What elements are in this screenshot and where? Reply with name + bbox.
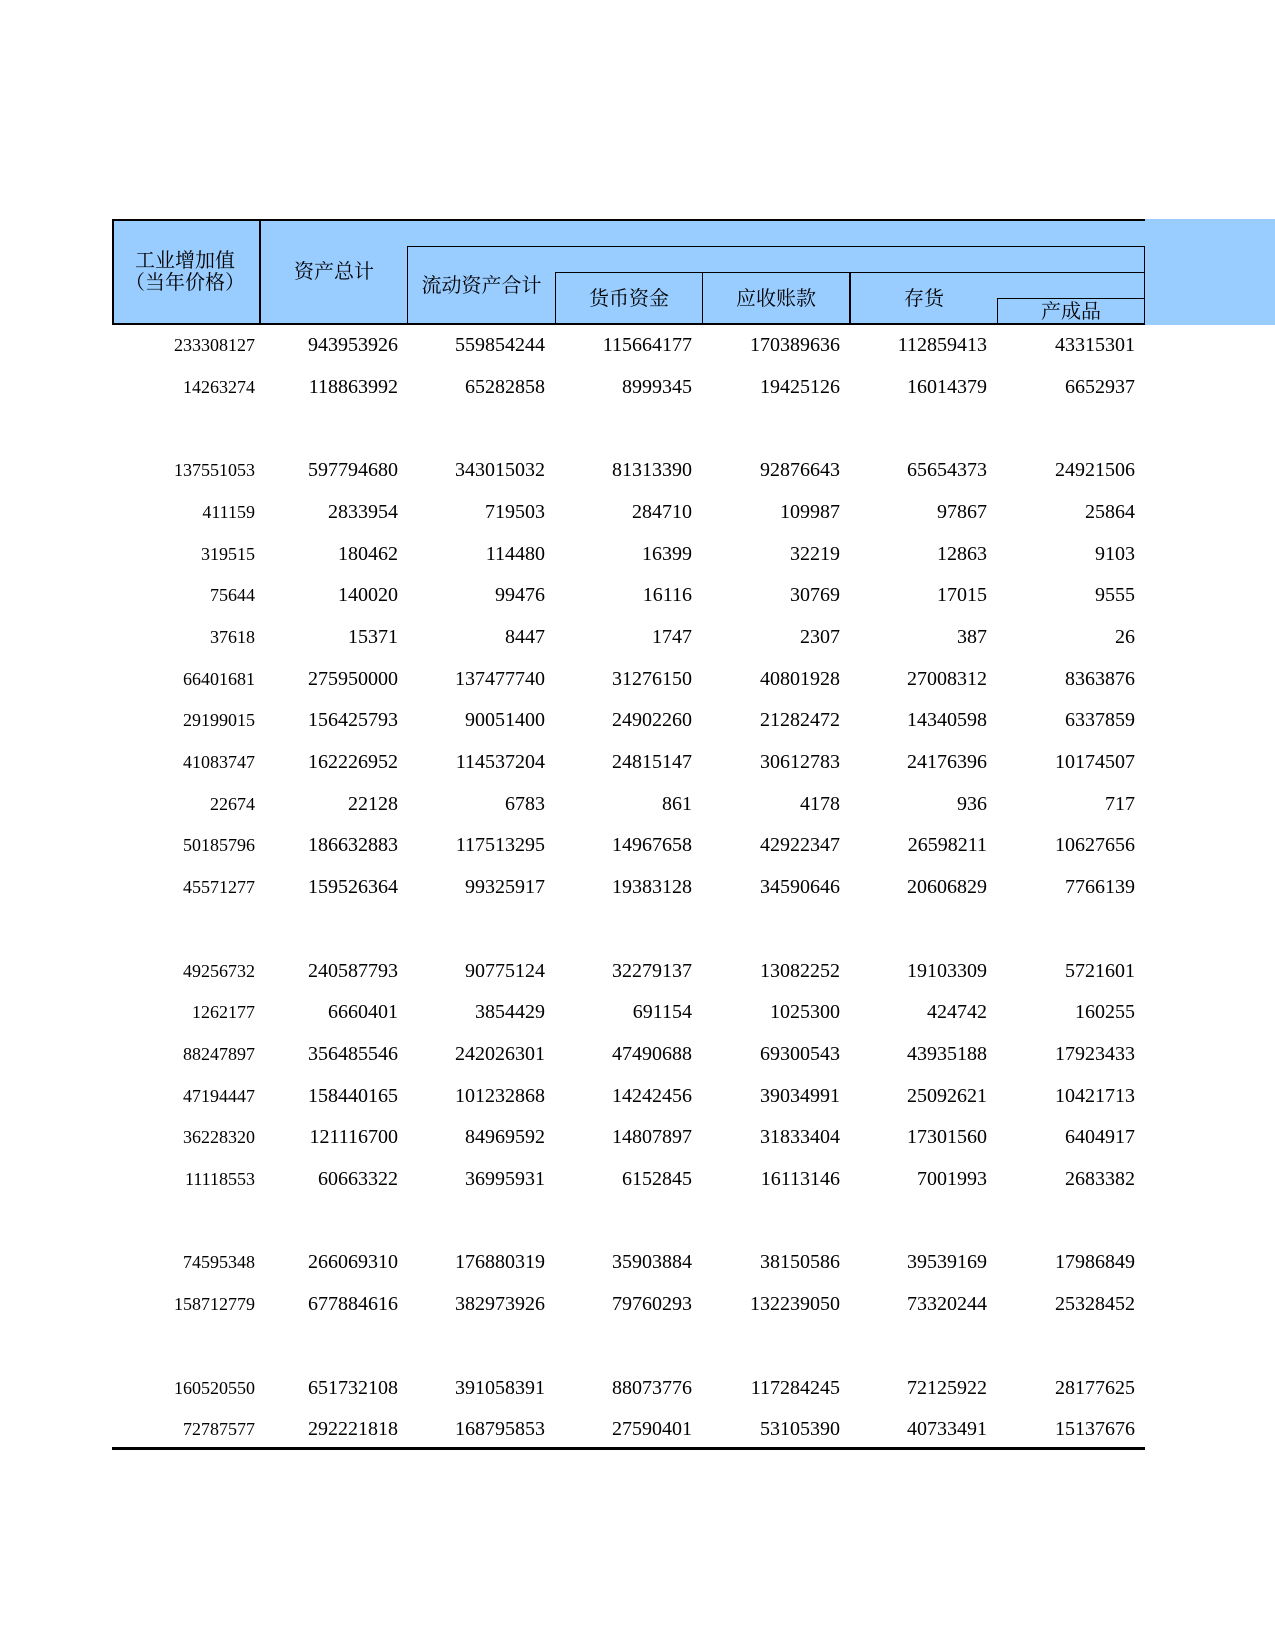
table-cell: 114537204: [455, 751, 545, 773]
table-cell: 49256732: [183, 960, 255, 981]
table-cell: 6652937: [1065, 375, 1135, 398]
table-cell: 6404917: [1065, 1126, 1135, 1149]
table-cell: 14807897: [612, 1126, 692, 1149]
table-row: [0, 1075, 1275, 1117]
header-sub-line-2: [555, 272, 1145, 273]
table-cell: 114480: [485, 542, 545, 565]
table-row: [0, 991, 1275, 1033]
table-cell: 16399: [642, 542, 692, 565]
table-cell: 15371: [348, 625, 398, 648]
table-cell: 132239050: [750, 1293, 840, 1316]
table-cell: 27008312: [907, 667, 987, 690]
table-cell: 391058391: [455, 1376, 545, 1399]
table-cell: 47490688: [612, 1042, 692, 1065]
table-cell: 75644: [210, 585, 255, 606]
table-cell: 112859413: [897, 334, 987, 356]
table-row: [0, 1283, 1275, 1325]
header-industrial-added-value: 工业增加值（当年价格）: [125, 250, 245, 294]
table-row: [0, 699, 1275, 741]
table-cell: 90775124: [465, 959, 545, 982]
table-cell: 1262177: [192, 1002, 255, 1023]
table-cell: 24921506: [1055, 459, 1135, 482]
table-cell: 24902260: [612, 709, 692, 732]
table-cell: 10174507: [1055, 751, 1135, 773]
table-cell: 160255: [1075, 1001, 1135, 1024]
table-row: [0, 950, 1275, 992]
table-cell: 16014379: [907, 375, 987, 398]
table-row: [0, 866, 1275, 908]
table-bottom-border: [112, 1447, 1145, 1450]
table-cell: 24176396: [907, 751, 987, 773]
table-cell: 170389636: [750, 334, 840, 356]
table-cell: 719503: [485, 500, 545, 523]
table-cell: 7001993: [917, 1168, 987, 1190]
table-cell: 36228320: [183, 1127, 255, 1148]
table-cell: 292221818: [308, 1418, 398, 1441]
table-cell: 1025300: [770, 1001, 840, 1024]
header-inventory: 存货: [904, 288, 944, 310]
table-cell: 53105390: [760, 1418, 840, 1441]
table-cell: 14263274: [183, 376, 255, 397]
table-cell: 597794680: [308, 459, 398, 482]
table-row: [0, 1241, 1275, 1283]
table-cell: 158440165: [308, 1084, 398, 1107]
table-cell: 266069310: [308, 1251, 398, 1274]
table-cell: 29199015: [183, 710, 255, 731]
table-cell: 6337859: [1065, 709, 1135, 732]
table-row: [0, 491, 1275, 533]
table-cell: 90051400: [465, 709, 545, 732]
table-row: [0, 1367, 1275, 1409]
table-cell: 17923433: [1055, 1042, 1135, 1065]
table-cell: 14242456: [612, 1084, 692, 1107]
table-cell: 343015032: [455, 459, 545, 482]
table-cell: 121116700: [309, 1126, 398, 1149]
table-cell: 22674: [210, 793, 255, 814]
table-cell: 16116: [642, 584, 692, 607]
table-cell: 12863: [937, 542, 987, 565]
header-right-border: [1144, 246, 1145, 325]
table-cell: 180462: [338, 542, 398, 565]
table-cell: 13082252: [760, 959, 840, 982]
table-cell: 176880319: [455, 1251, 545, 1274]
table-row: [0, 533, 1275, 575]
table-cell: 319515: [201, 543, 255, 564]
table-cell: 168795853: [455, 1418, 545, 1441]
table-cell: 717: [1105, 792, 1135, 815]
table-cell: 37618: [210, 626, 255, 647]
table-cell: 36995931: [465, 1168, 545, 1190]
table-cell: 240587793: [308, 959, 398, 982]
table-cell: 943953926: [308, 334, 398, 356]
table-cell: 160520550: [174, 1377, 255, 1398]
table-cell: 26598211: [907, 834, 987, 857]
table-cell: 424742: [927, 1001, 987, 1024]
table-cell: 3854429: [475, 1001, 545, 1024]
header-left-border: [112, 219, 114, 325]
table-cell: 65282858: [465, 375, 545, 398]
header-accounts-receivable: 应收账款: [736, 288, 816, 310]
table-cell: 50185796: [183, 835, 255, 856]
table-cell: 559854244: [455, 334, 545, 356]
table-cell: 34590646: [760, 876, 840, 899]
table-cell: 81313390: [612, 459, 692, 482]
table-cell: 40801928: [760, 667, 840, 690]
header-top-border: [112, 219, 1145, 221]
table-row: [0, 1033, 1275, 1075]
table-cell: 387: [957, 625, 987, 648]
table-cell: 4178: [800, 792, 840, 815]
table-cell: 24815147: [612, 751, 692, 773]
header-finished-goods: 产成品: [1041, 301, 1101, 323]
table-cell: 60663322: [318, 1168, 398, 1190]
table-row: [0, 449, 1275, 491]
table-cell: 186632883: [308, 834, 398, 857]
table-cell: 31833404: [760, 1126, 840, 1149]
table-cell: 936: [957, 792, 987, 815]
table-row: [0, 366, 1275, 408]
table-cell: 39034991: [760, 1084, 840, 1107]
table-cell: 156425793: [308, 709, 398, 732]
table-cell: 25328452: [1055, 1293, 1135, 1316]
table-cell: 158712779: [174, 1294, 255, 1315]
table-cell: 15137676: [1055, 1418, 1135, 1441]
table-cell: 42922347: [760, 834, 840, 857]
table-cell: 382973926: [455, 1293, 545, 1316]
table-row: [0, 1116, 1275, 1158]
table-cell: 14967658: [612, 834, 692, 857]
table-cell: 691154: [632, 1001, 692, 1024]
table-cell: 275950000: [308, 667, 398, 690]
table-cell: 20606829: [907, 876, 987, 899]
table-row: [0, 741, 1275, 783]
table-cell: 43315301: [1055, 334, 1135, 356]
table-cell: 14340598: [907, 709, 987, 732]
table-row: [0, 1158, 1275, 1200]
table-cell: 40733491: [907, 1418, 987, 1441]
table-cell: 35903884: [612, 1251, 692, 1274]
table-cell: 28177625: [1055, 1376, 1135, 1399]
table-row: [0, 616, 1275, 658]
table-cell: 6660401: [328, 1001, 398, 1024]
table-cell: 117284245: [750, 1376, 840, 1399]
table-cell: 233308127: [174, 335, 255, 355]
header-sub-line-1: [407, 246, 1145, 247]
table-cell: 17301560: [907, 1126, 987, 1149]
table-cell: 677884616: [308, 1293, 398, 1316]
table-cell: 2307: [800, 625, 840, 648]
table-cell: 10421713: [1055, 1084, 1135, 1107]
table-row: [0, 1408, 1275, 1450]
table-cell: 140020: [338, 584, 398, 607]
header-current-assets-total: 流动资产合计: [421, 275, 542, 297]
table-cell: 79760293: [612, 1293, 692, 1316]
header-total-assets: 资产总计: [294, 261, 374, 283]
table-cell: 101232868: [455, 1084, 545, 1107]
table-row: [0, 824, 1275, 866]
table-cell: 27590401: [612, 1418, 692, 1441]
table-cell: 43935188: [907, 1042, 987, 1065]
table-cell: 30769: [790, 584, 840, 607]
table-cell: 137551053: [174, 460, 255, 481]
table-cell: 72787577: [183, 1419, 255, 1440]
table-cell: 284710: [632, 500, 692, 523]
table-cell: 73320244: [907, 1293, 987, 1316]
table-cell: 5721601: [1065, 959, 1135, 982]
table-cell: 22128: [348, 792, 398, 815]
table-cell: 8447: [505, 625, 545, 648]
table-row: [0, 574, 1275, 616]
table-cell: 19383128: [612, 876, 692, 899]
table-cell: 16113146: [760, 1168, 840, 1190]
table-cell: 39539169: [907, 1251, 987, 1274]
table-cell: 30612783: [760, 751, 840, 773]
table-cell: 162226952: [308, 751, 398, 773]
table-cell: 26: [1115, 625, 1135, 648]
table-cell: 9103: [1095, 542, 1135, 565]
table-cell: 88073776: [612, 1376, 692, 1399]
table-cell: 88247897: [183, 1043, 255, 1064]
table-cell: 17015: [937, 584, 987, 607]
table-cell: 861: [662, 792, 692, 815]
table-cell: 159526364: [308, 876, 398, 899]
table-cell: 2683382: [1065, 1168, 1135, 1190]
table-cell: 6152845: [622, 1168, 692, 1190]
table-cell: 109987: [780, 500, 840, 523]
table-cell: 8363876: [1065, 667, 1135, 690]
table-cell: 17986849: [1055, 1251, 1135, 1274]
table-cell: 32279137: [612, 959, 692, 982]
table-cell: 9555: [1095, 584, 1135, 607]
table-cell: 38150586: [760, 1251, 840, 1274]
table-cell: 25864: [1085, 500, 1135, 523]
table-cell: 66401681: [183, 668, 255, 689]
table-cell: 21282472: [760, 709, 840, 732]
table-cell: 84969592: [465, 1126, 545, 1149]
table-cell: 356485546: [308, 1042, 398, 1065]
table-cell: 1747: [652, 625, 692, 648]
table-cell: 117513295: [455, 834, 545, 857]
table-cell: 41083747: [183, 752, 255, 772]
table-cell: 19425126: [760, 375, 840, 398]
table-cell: 99325917: [465, 876, 545, 899]
table-cell: 69300543: [760, 1042, 840, 1065]
header-monetary-funds: 货币资金: [589, 288, 669, 310]
table-cell: 45571277: [183, 877, 255, 898]
table-row: [0, 658, 1275, 700]
table-cell: 97867: [937, 500, 987, 523]
table-cell: 8999345: [622, 375, 692, 398]
table-cell: 6783: [505, 792, 545, 815]
table-cell: 92876643: [760, 459, 840, 482]
table-cell: 115664177: [602, 334, 692, 356]
table-cell: 47194447: [183, 1085, 255, 1106]
header-sub-line-3: [997, 298, 1145, 299]
table-cell: 31276150: [612, 667, 692, 690]
table-row: [0, 324, 1275, 366]
table-cell: 74595348: [183, 1252, 255, 1273]
table-cell: 72125922: [907, 1376, 987, 1399]
table-cell: 10627656: [1055, 834, 1135, 857]
table-row: [0, 783, 1275, 825]
table-cell: 242026301: [455, 1042, 545, 1065]
table-cell: 25092621: [907, 1084, 987, 1107]
table-cell: 2833954: [328, 500, 398, 523]
table-cell: 11118553: [185, 1169, 255, 1189]
table-cell: 19103309: [907, 959, 987, 982]
table-cell: 411159: [202, 501, 255, 522]
table-cell: 7766139: [1065, 876, 1135, 899]
table-cell: 118863992: [308, 375, 398, 398]
table-cell: 137477740: [455, 667, 545, 690]
table-cell: 651732108: [308, 1376, 398, 1399]
table-cell: 99476: [495, 584, 545, 607]
table-cell: 32219: [790, 542, 840, 565]
table-cell: 65654373: [907, 459, 987, 482]
